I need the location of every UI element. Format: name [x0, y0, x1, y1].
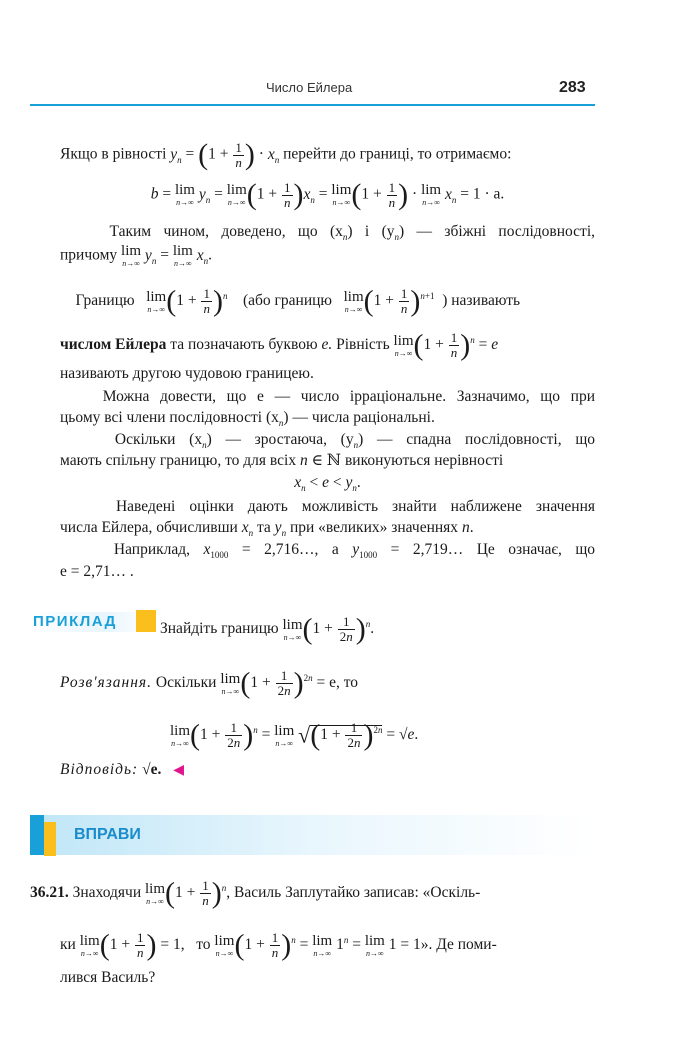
text: мають спільну границю, то для всіх — [60, 452, 297, 469]
paragraph-example-values: Наприклад, $x_{1000}$ = 2,716…, а $y_{1000}$ = 2,719… Це означає, що — [113, 541, 596, 561]
text: ) називають — [442, 292, 521, 310]
text: ) і (y — [347, 223, 395, 240]
answer-label: Відповідь: — [60, 761, 139, 778]
exercise-number: 36.21. — [30, 884, 69, 902]
text: = 2,719… — [390, 541, 464, 558]
text: = 1 · a. — [460, 185, 505, 203]
text: Знаходячи — [72, 884, 142, 902]
text: а — [331, 541, 339, 558]
exercise-36-21: 36.21. Знаходячи lim n→∞ (1 + $\frac{1}{n}$ )$^n$, Василь Заплутайко записав: «Оскіль- — [30, 876, 481, 910]
paragraph-second-limit — [60, 364, 595, 384]
text: ) — збіжні послідовності, — [399, 223, 595, 240]
text: цьому всі члени послідовності (x — [60, 409, 279, 426]
text: Це означає, що — [476, 541, 596, 558]
inequality: $x_n < e < y_n$. — [294, 474, 361, 494]
example-label: ПРИКЛАД — [33, 613, 117, 630]
answer-value: √e. — [142, 761, 162, 778]
text: перейти до границі, то отримаємо: — [283, 145, 512, 163]
example-marker — [136, 610, 156, 632]
text: лився Василь? — [60, 969, 156, 986]
paragraph-estimates-2: числа Ейлера, обчисливши $x_n$ та $y_n$ при «великих» значеннях n. — [60, 519, 474, 539]
text: ) — спадна послідовності, що — [358, 431, 596, 448]
paragraph-monotone-2: мають спільну границю, то для всіх n ∈ ℕ виконуються нерівності — [60, 452, 504, 469]
paragraph-convergent-2: причому lim n→∞ $y_n$ = lim n→∞ $x_n$. — [60, 243, 212, 268]
text: Рівність — [336, 336, 390, 354]
header-rule — [30, 104, 595, 106]
text: Наведені оцінки дають можливість знайти наближене значення — [115, 498, 596, 515]
example-solution-equation: lim n→∞ (1 + $\frac{1}{2n}$ )$^n$ = lim n→∞ √(1 + $\frac{1}{2n}$ )$^{2n}$ = √e. — [170, 718, 419, 752]
example-solution: Розв'язання. Оскільки lim n→∞ (1 + $\frac{1}{2n}$ )$^{2n}$ = e, то — [60, 666, 359, 700]
text: причому — [60, 246, 118, 264]
text: то — [196, 936, 211, 954]
solution-label: Розв'язання. — [60, 674, 153, 692]
text: = 2,716…, — [241, 541, 319, 558]
text: , Василь Заплутайко записав: «Оскіль- — [226, 884, 481, 902]
paragraph-limit-intro: Якщо в рівності $y_n = (1$ + $\frac{1}{n}$ ) · $x_n$ перейти до границі, то отримаємо: — [60, 138, 512, 171]
text: Можна довести, що e — число ірраціональне. Зазначимо, що при — [102, 388, 595, 405]
text: називають другою чудовою границею. — [60, 365, 314, 382]
term-euler-number: числом Ейлера — [60, 336, 167, 354]
text: числа Ейлера, обчисливши — [60, 519, 238, 536]
paragraph-euler-number: числом Ейлера та позначають буквою e. Рівність lim n→∞ (1 + $\frac{1}{n}$ )$^n$ = e — [60, 328, 499, 362]
text: при «великих» значеннях — [289, 519, 459, 536]
text: Якщо в рівності — [60, 145, 167, 163]
text: Таким чином, доведено, що (x — [109, 223, 343, 240]
text: ». Де поми- — [420, 936, 497, 954]
exercises-title: ВПРАВИ — [74, 826, 141, 843]
example-answer — [60, 760, 595, 781]
paragraph-euler-limit: Границю lim n→∞ (1 + $\frac{1}{n}$ )$^n$ (або границю lim n→∞ (1 + $\frac{1}{n}$ )$^{n+1}$ ) називають — [75, 284, 521, 318]
text: = e, то — [316, 674, 359, 692]
text: (або границю — [242, 292, 332, 310]
paragraph-irrational-2: цьому всі члени послідовності $(x_n)$ — числа раціональні. — [60, 409, 435, 429]
paragraph-estimates — [60, 497, 595, 517]
text: e = 2,71… . — [60, 563, 134, 580]
example-task: Знайдіть границю lim n→∞ (1 + $\frac{1}{2n}$ )$^n$. — [160, 612, 375, 646]
paragraph-monotone: Оскільки $(x_n)$ — зростаюча, $(y_n)$ — спадна послідовності, що — [114, 431, 596, 451]
running-header: Число Ейлера — [266, 80, 353, 95]
paragraph-irrational — [60, 387, 595, 407]
text: та позначають буквою — [170, 336, 318, 354]
text: Наприклад, — [113, 541, 191, 558]
exercise-36-21-line3 — [60, 968, 595, 988]
text: x — [294, 474, 302, 491]
text: ки — [60, 936, 76, 954]
page-number: 283 — [559, 79, 586, 96]
exercise-36-21-line2: ки lim n→∞ (1 + $\frac{1}{n}$ ) = 1, то lim n→∞ (1 + $\frac{1}{n}$ )$^n$ = lim n→∞ $1^n$ = lim n→∞ 1 = 1». Де поми- — [60, 928, 497, 962]
end-marker-icon: ◀ — [173, 763, 185, 778]
exercises-marker-blue — [30, 815, 44, 855]
text: Оскільки (x — [114, 431, 203, 448]
text: виконуються нерівності — [344, 452, 504, 469]
paragraph-example-values-2 — [60, 562, 595, 582]
text: ) — числа раціональні. — [283, 409, 435, 426]
text: ) — зростаюча, (y — [206, 431, 354, 448]
text: Границю — [75, 292, 135, 310]
text: Знайдіть границю — [160, 620, 279, 638]
paragraph-convergent: Таким чином, доведено, що $(x_n)$ і $(y_n)$ — збіжні послідовності, — [109, 223, 595, 243]
equation-limit-b: b = lim n→∞ $y_n$ = lim n→∞ (1 + $\frac{1}{n}$ )$x_n$ = lim n→∞ (1 + $\frac{1}{n}$ ) · lim n→∞ $x_n = 1 \cdot a$. — [150, 178, 505, 211]
text: Оскільки — [155, 674, 217, 692]
text: e. — [321, 336, 333, 354]
exercises-marker-yellow — [44, 822, 56, 856]
